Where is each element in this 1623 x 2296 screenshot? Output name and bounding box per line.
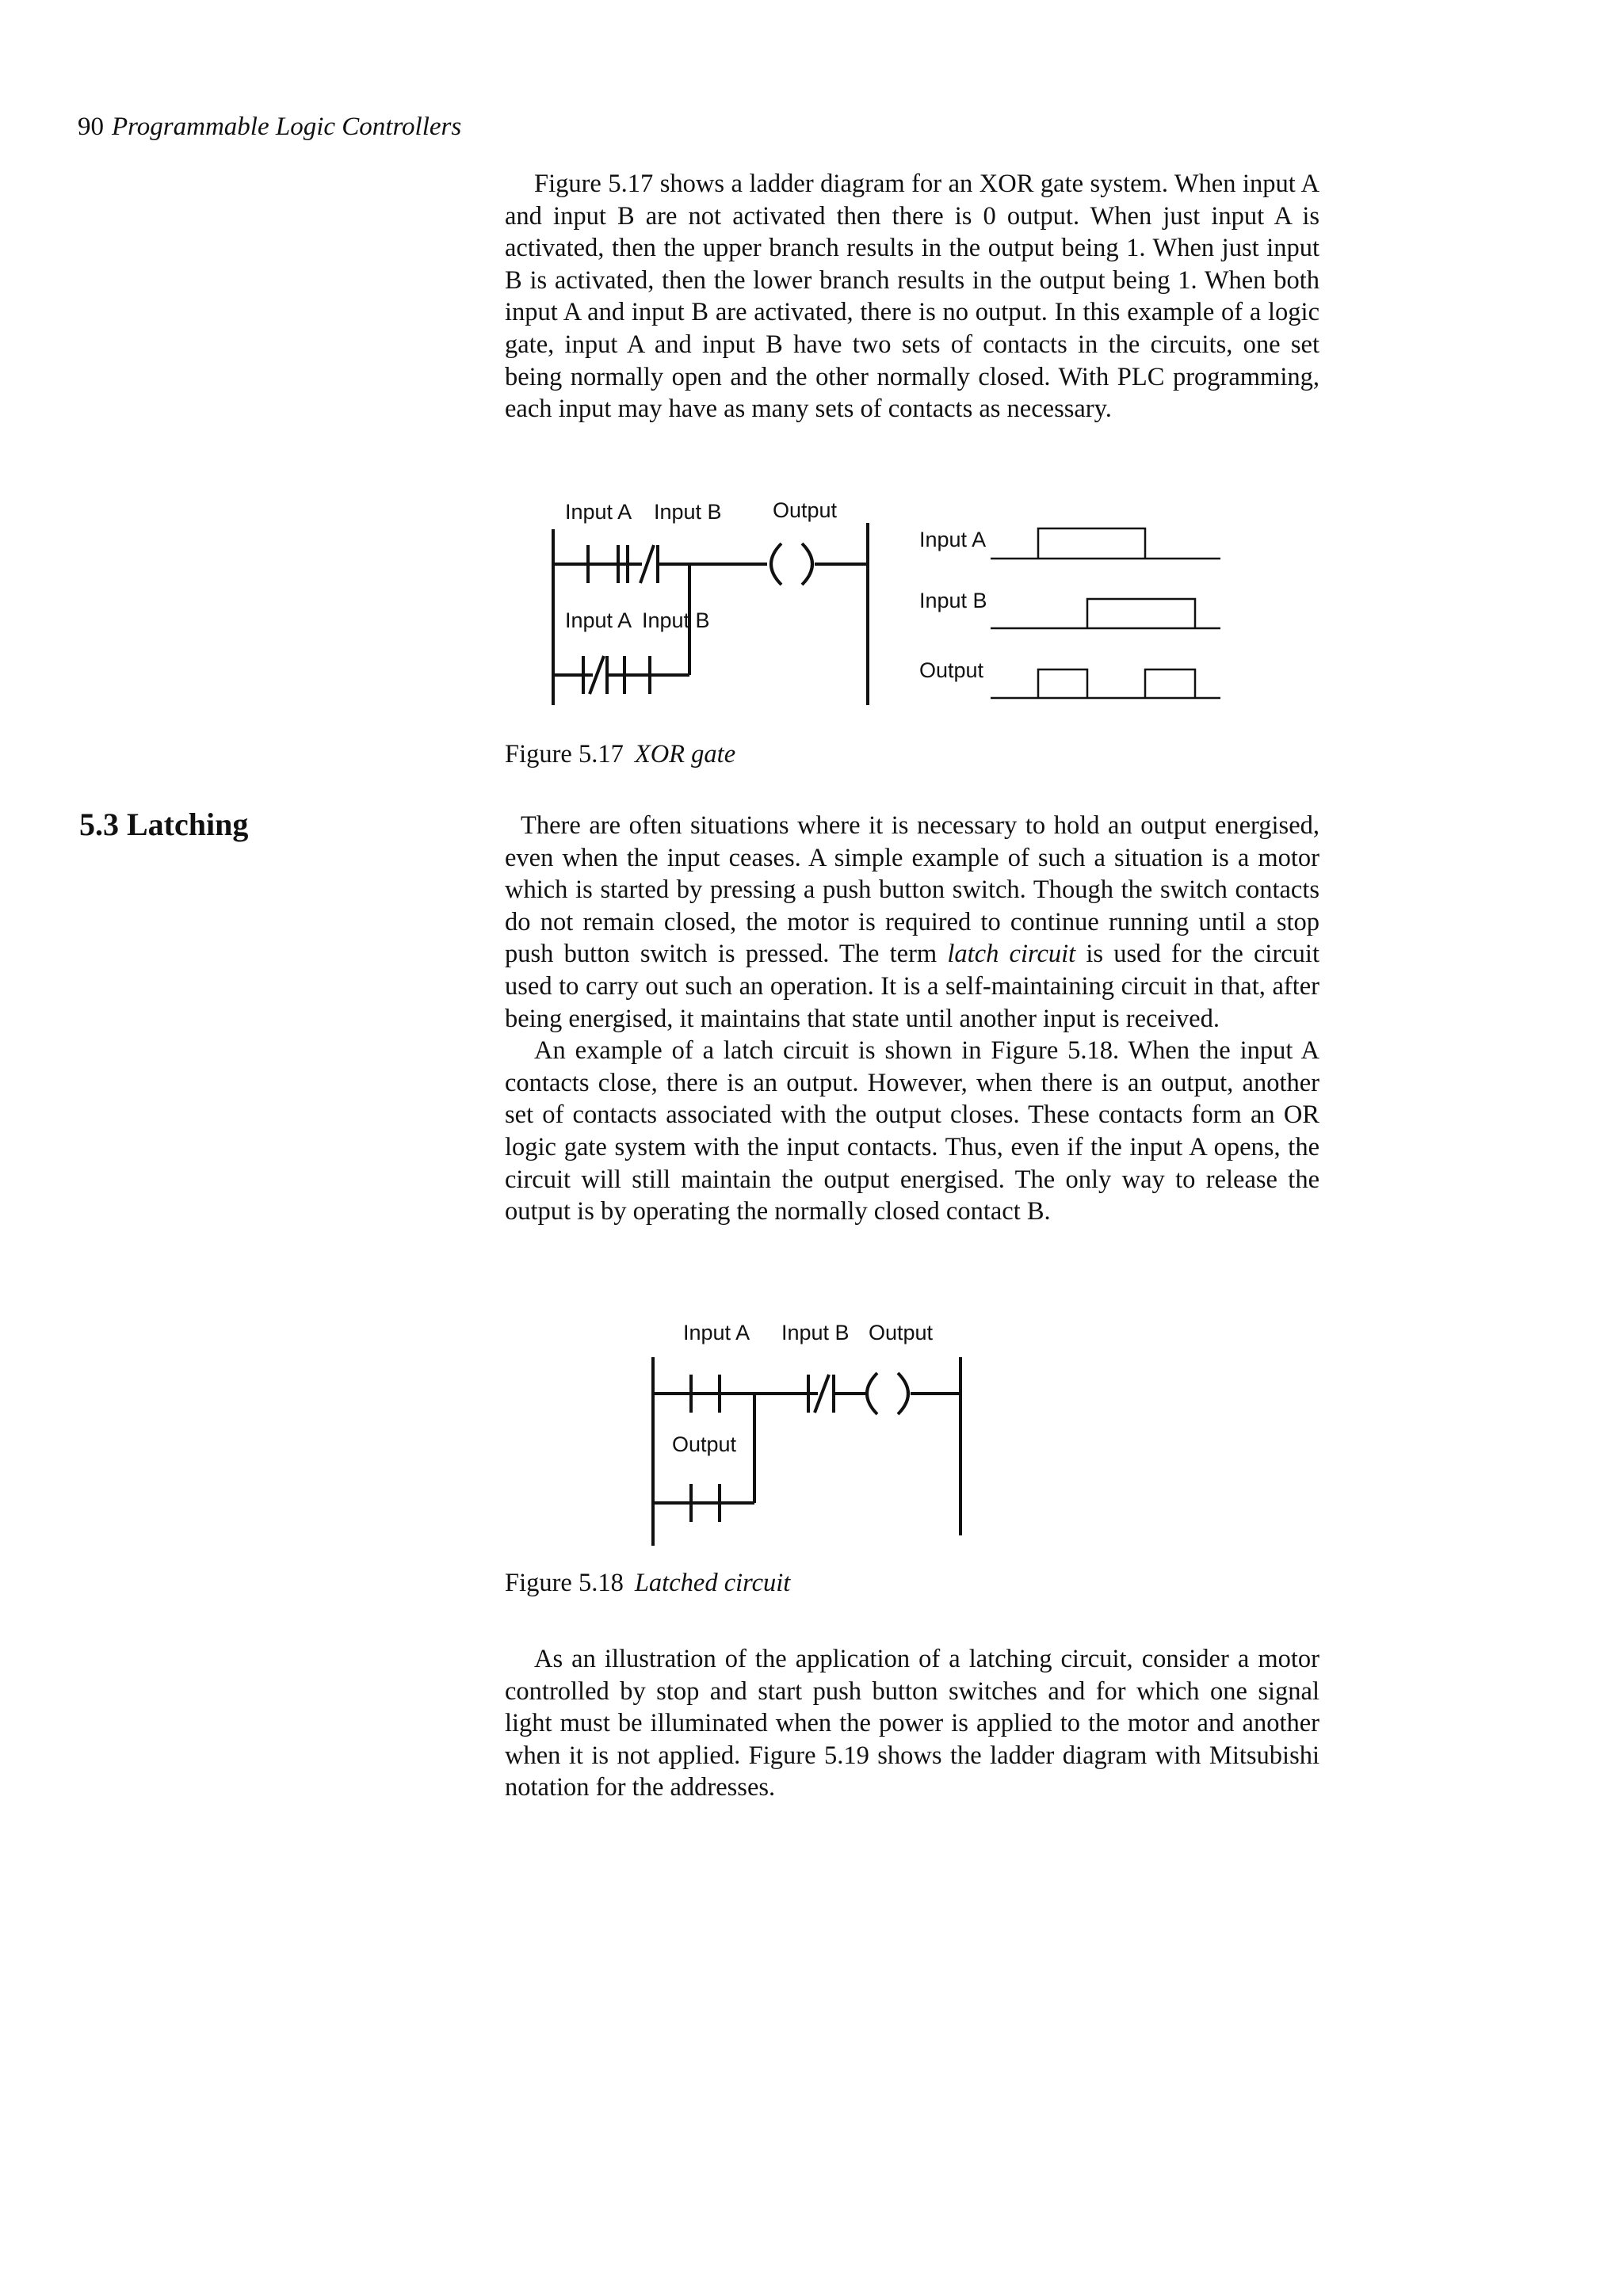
figure-5-17-ladder [539, 491, 919, 713]
label-output: Output [773, 498, 838, 522]
paragraph-xor-description: Figure 5.17 shows a ladder diagram for an XOR gate system. When input A and input B are not activated then there is 0 output. When just input A is activated, then the upper branch results in the output being 1. When just input B is activated, then the lower branch results in the output being 1. When both input A and input B are activated, there is no output. In this example of a logic gate, input A and input B have two sets of contacts in the circuits, one set being normally open and the other normally closed. With PLC programming, each input may have as many sets of contacts as necessary. [505, 170, 1319, 424]
figure-5-17-timing [915, 507, 1232, 713]
paragraph-latch-intro [505, 810, 1319, 1035]
timing-label-output: Output [919, 658, 984, 682]
latch-ladder-diagram [634, 1311, 983, 1549]
label-input-b: Input B [781, 1321, 850, 1344]
intro-text-block [505, 168, 1319, 425]
section-heading: 5.3 Latching [79, 807, 249, 842]
xor-timing-diagram [915, 507, 1232, 713]
waveform-input-b [991, 599, 1220, 628]
latch-branch [653, 1394, 754, 1522]
latch-circuit-term: latch circuit [947, 940, 1076, 969]
book-title: Programmable Logic Controllers [112, 113, 462, 141]
figure-5-18-ladder [634, 1311, 983, 1549]
upper-rung [553, 543, 868, 585]
caption-number: Figure 5.18 [505, 1569, 624, 1597]
latching-text-block [505, 810, 1319, 1228]
label-output-top: Output [869, 1321, 934, 1344]
latch-intro-start: There are often situations where it is necessary to hold an output energised, even when the input ceases. A simple example of such a situation is a motor which is started by pressing a push button switch. Though the switch contacts do not remain closed, the motor is required to continue running until a stop push button switch is pressed. The term [505, 811, 1319, 969]
caption-title: XOR gate [634, 740, 736, 769]
output-coil-left [771, 543, 781, 585]
page-number: 90 [78, 113, 104, 141]
timing-label-input-a: Input A [919, 528, 987, 551]
contact-b-nc-slash [640, 545, 654, 583]
application-text-block [505, 1643, 1319, 1804]
label-input-a-top: Input A [565, 500, 632, 524]
xor-ladder-diagram [539, 491, 919, 713]
running-head [78, 109, 461, 144]
label-input-a: Input A [683, 1321, 750, 1344]
main-rung [653, 1373, 960, 1414]
output-coil-left [867, 1373, 877, 1414]
paragraph-application: As an illustration of the application of a latching circuit, consider a motor controlled by stop and start push button switches and for which one signal light must be illuminated when the power is applied to the motor and another when it is not applied. Figure 5.19 shows the ladder diagram with Mitsubishi notation for the addresses. [505, 1645, 1319, 1802]
latch-intro-end: is used for the circuit used to carry out such an operation. It is a self-maintaining circuit in that, after being energised, it maintains that state until another input is received. [505, 940, 1319, 1033]
output-coil-right [898, 1373, 908, 1414]
output-coil-right [802, 543, 812, 585]
timing-label-input-b: Input B [919, 589, 987, 612]
figure-5-18-caption [505, 1566, 790, 1600]
label-input-a-bottom: Input A [565, 608, 632, 632]
figure-5-17-caption [505, 738, 735, 771]
paragraph-latch-example: An example of a latch circuit is shown in Figure 5.18. When the input A contacts close, there is an output. However, when there is an output, another set of contacts associated with the output closes. These contacts form an OR logic gate system with the input contacts. Thus, even if the input A opens, the circuit will still maintain the output energised. The only way to release the output is by operating the normally closed contact B. [505, 1036, 1319, 1226]
caption-number: Figure 5.17 [505, 740, 624, 769]
caption-title: Latched circuit [634, 1569, 791, 1597]
label-input-b-bottom: Input B [642, 608, 710, 632]
label-output-branch: Output [672, 1432, 737, 1456]
waveform-input-a [991, 528, 1220, 559]
waveform-output [991, 669, 1220, 698]
label-input-b-top: Input B [654, 500, 722, 524]
